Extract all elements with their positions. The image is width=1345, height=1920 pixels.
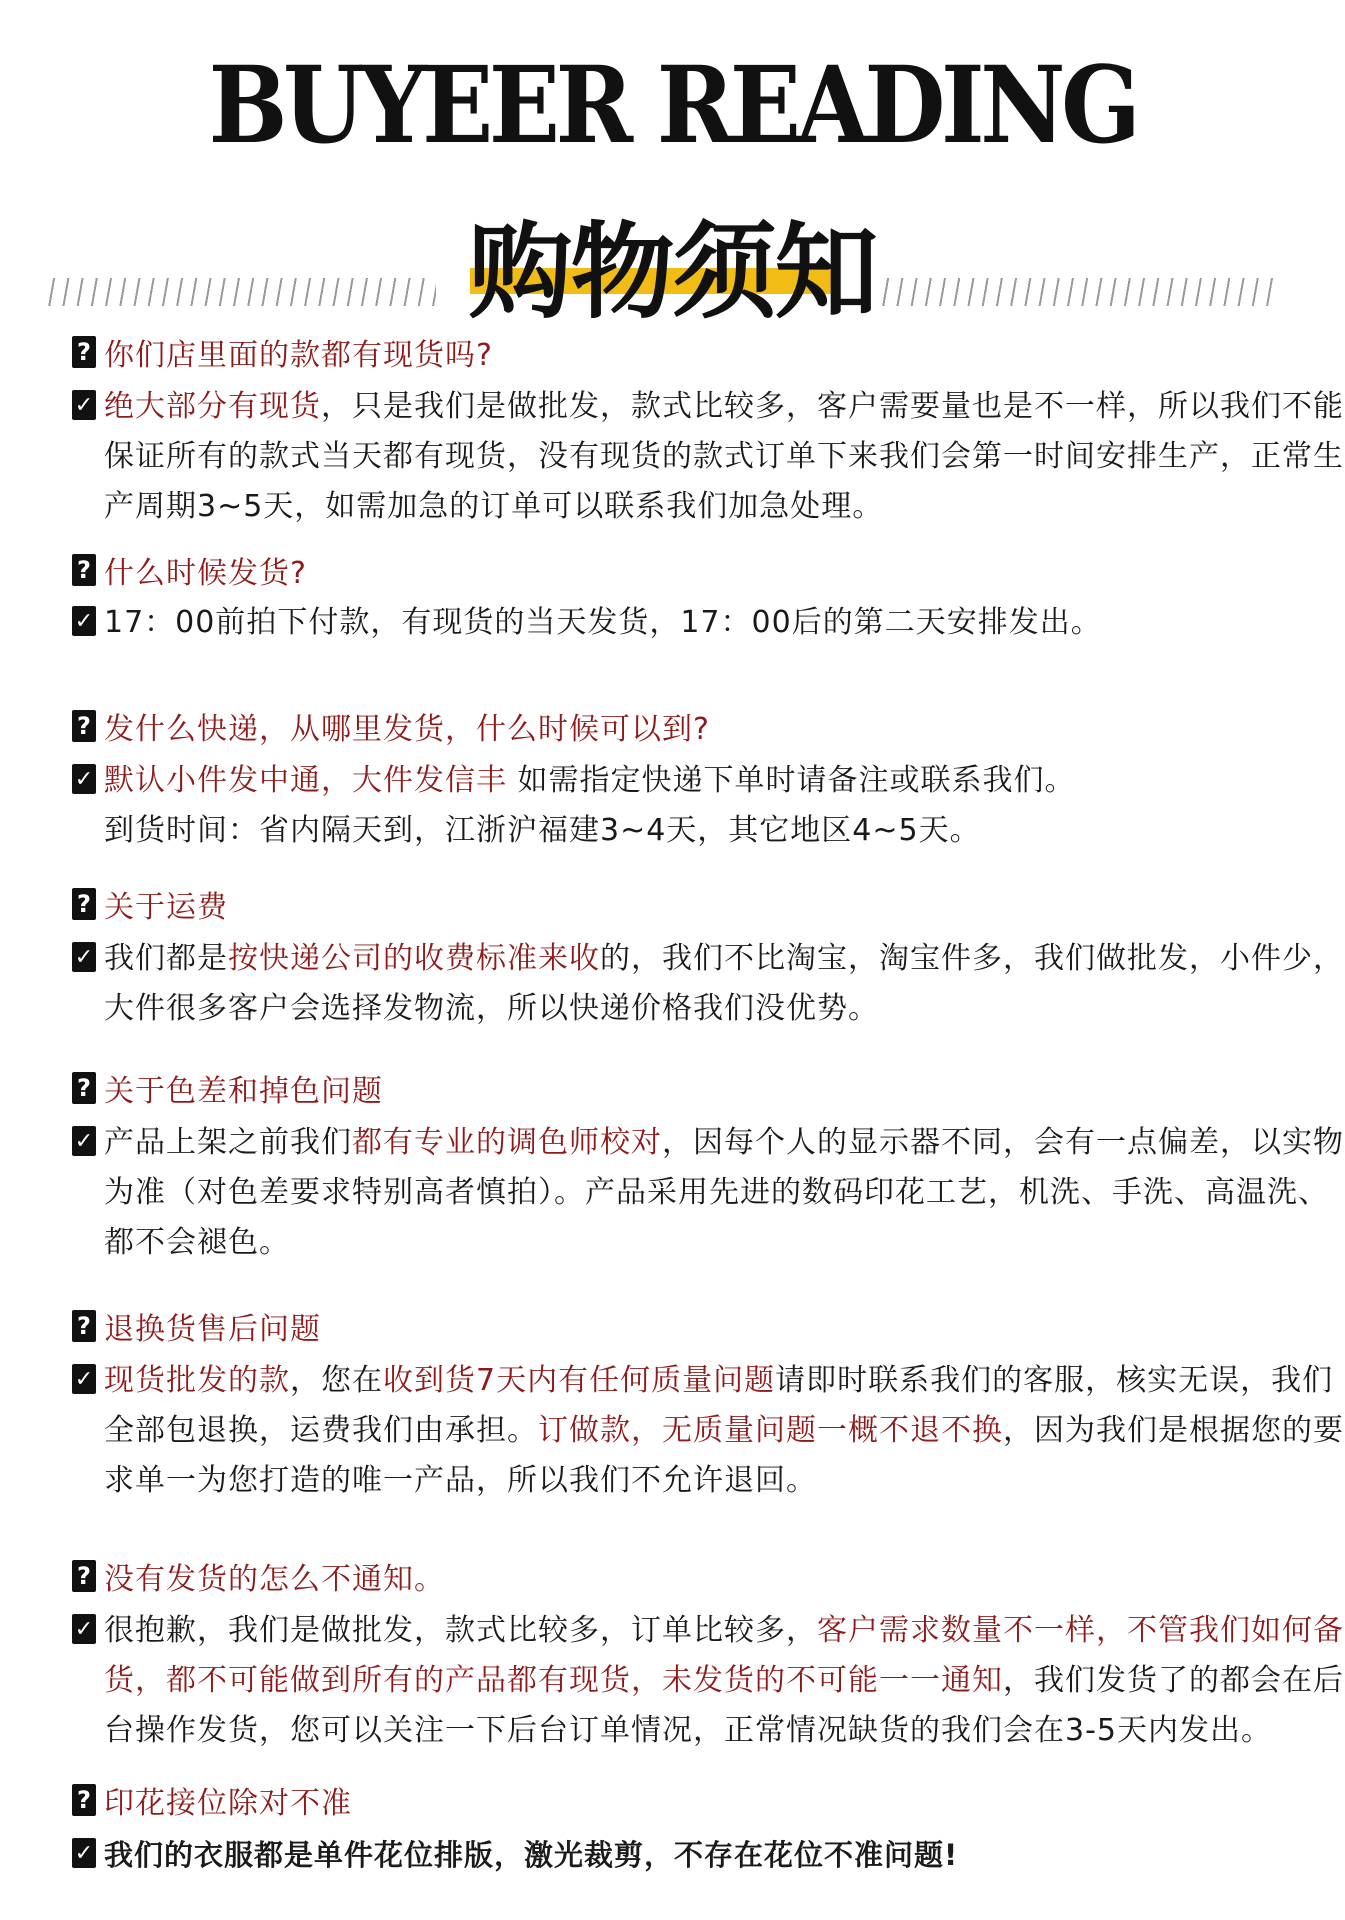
- answer-line: [104, 1118, 1344, 1168]
- faq-question-text: 发什么快递，从哪里发货，什么时候可以到?: [104, 712, 710, 747]
- answer-text-segment: ，您在: [290, 1363, 383, 1398]
- answer-text-segment: 产周期3~5天，如需加急的订单可以联系我们加急处理。: [104, 489, 884, 524]
- answer-line: [104, 598, 1302, 648]
- faq-answer: [72, 382, 1344, 532]
- answer-text-segment: 台操作发货，您可以关注一下后台订单情况，正常情况缺货的我们会在3-5天内发出。: [104, 1713, 1272, 1748]
- faq-question: [72, 328, 1302, 376]
- checkmark-icon: ✓: [72, 1126, 96, 1156]
- faq-answer-text: [104, 756, 1302, 856]
- answer-text-segment: 我们都是: [104, 941, 228, 976]
- checkmark-icon: ✓: [72, 390, 96, 420]
- faq-item: [72, 328, 1344, 532]
- answer-line: [104, 1606, 1344, 1656]
- faq-question: [72, 1776, 1302, 1824]
- page-header: [0, 0, 1345, 333]
- faq-question-text: 什么时候发货?: [104, 556, 307, 591]
- faq-answer: [72, 1118, 1344, 1268]
- faq-answer-text: [104, 1606, 1344, 1756]
- answer-text-segment: 如需指定快递下单时请备注或联系我们。: [507, 763, 1076, 798]
- faq-item: [72, 1552, 1344, 1756]
- faq-question: [72, 1064, 1302, 1112]
- faq-answer: [72, 1606, 1344, 1756]
- question-mark-icon: ?: [72, 1784, 96, 1816]
- faq-answer-text: [104, 1118, 1344, 1268]
- answer-line: [104, 984, 1344, 1034]
- answer-text-segment: 为准（对色差要求特别高者慎拍）。产品采用先进的数码印花工艺，机洗、手洗、高温洗、: [104, 1175, 1329, 1210]
- answer-text-segment: 保证所有的款式当天都有现货，没有现货的款式订单下来我们会第一时间安排生产，正常生: [104, 439, 1344, 474]
- answer-text-segment: 17：00前拍下付款，有现货的当天发货，17：00后的第二天安排发出。: [104, 605, 1102, 640]
- faq-question: [72, 702, 1302, 750]
- answer-line: [104, 1656, 1344, 1706]
- faq-answer: [72, 1830, 1302, 1880]
- answer-text-segment: 产品上架之前我们: [104, 1125, 352, 1160]
- faq-answer: [72, 1356, 1344, 1506]
- answer-line: [104, 1356, 1344, 1406]
- faq-question: [72, 546, 1302, 594]
- question-mark-icon: ?: [72, 336, 96, 368]
- faq-item: [72, 702, 1302, 856]
- highlighted-text: 客户需求数量不一样，不管我们如何备: [817, 1613, 1344, 1648]
- answer-line: [104, 1218, 1344, 1268]
- answer-text-segment: ，因为我们是根据您的要: [1003, 1413, 1344, 1448]
- question-mark-icon: ?: [72, 888, 96, 920]
- faq-item: [72, 546, 1302, 648]
- faq-question: [72, 880, 1302, 928]
- answer-text-segment: 我们的衣服都是单件花位排版，激光裁剪，不存在花位不准问题!: [104, 1838, 959, 1872]
- checkmark-icon: ✓: [72, 1614, 96, 1644]
- answer-text-segment: 很抱歉，我们是做批发，款式比较多，订单比较多，: [104, 1613, 817, 1648]
- highlighted-text: 按快递公司的收费标准来收: [228, 941, 600, 976]
- answer-line: [104, 1406, 1344, 1456]
- answer-line: [104, 382, 1344, 432]
- answer-text-segment: 的，我们不比淘宝，淘宝件多，我们做批发，小件少，: [600, 941, 1344, 976]
- answer-line: [104, 482, 1344, 532]
- highlighted-text: 默认小件发中通，大件发信丰: [104, 763, 507, 798]
- answer-text-segment: 大件很多客户会选择发物流，所以快递价格我们没优势。: [104, 991, 879, 1026]
- answer-text-segment: ，因每个人的显示器不同，会有一点偏差，以实物: [662, 1125, 1344, 1160]
- answer-text-segment: ，只是我们是做批发，款式比较多，客户需要量也是不一样，所以我们不能: [321, 389, 1344, 424]
- highlighted-text: 货，都不可能做到所有的产品都有现货，未发货的不可能一一通知: [104, 1663, 1003, 1698]
- faq-question: [72, 1552, 1302, 1600]
- faq-answer: [72, 934, 1344, 1034]
- question-mark-icon: ?: [72, 1560, 96, 1592]
- faq-question-text: 印花接位除对不准: [104, 1786, 352, 1821]
- highlighted-text: 都有专业的调色师校对: [352, 1125, 662, 1160]
- checkmark-icon: ✓: [72, 606, 96, 636]
- answer-line: [104, 1456, 1344, 1506]
- answer-text-segment: ，我们发货了的都会在后: [1003, 1663, 1344, 1698]
- faq-answer-text: [104, 934, 1344, 1034]
- answer-line: [104, 806, 1302, 856]
- checkmark-icon: ✓: [72, 1838, 96, 1868]
- faq-item: [72, 880, 1344, 1034]
- faq-question-text: 没有发货的怎么不通知。: [104, 1562, 445, 1597]
- highlighted-text: 现货批发的款: [104, 1363, 290, 1398]
- faq-answer-text: [104, 382, 1344, 532]
- question-mark-icon: ?: [72, 554, 96, 586]
- faq-question-text: 关于运费: [104, 890, 228, 925]
- faq-answer-text: [104, 1830, 1302, 1880]
- faq-item: [72, 1302, 1344, 1506]
- answer-line: [104, 1168, 1344, 1218]
- answer-line: [104, 1830, 1302, 1880]
- faq-item: [72, 1064, 1344, 1268]
- answer-line: [104, 432, 1344, 482]
- highlighted-text: 订做款，无质量问题一概不退不换: [538, 1413, 1003, 1448]
- faq-question-text: 你们店里面的款都有现货吗?: [104, 338, 493, 373]
- faq-question-text: 退换货售后问题: [104, 1312, 321, 1347]
- question-mark-icon: ?: [72, 710, 96, 742]
- answer-line: [104, 1706, 1344, 1756]
- checkmark-icon: ✓: [72, 1364, 96, 1394]
- faq-item: [72, 1776, 1302, 1880]
- answer-text-segment: 全部包退换，运费我们由承担。: [104, 1413, 538, 1448]
- answer-text-segment: 都不会褪色。: [104, 1225, 290, 1260]
- answer-line: [104, 934, 1344, 984]
- faq-answer-text: [104, 598, 1302, 648]
- page-title-chinese: 购物须知: [468, 211, 877, 333]
- highlighted-text: 绝大部分有现货: [104, 389, 321, 424]
- faq-answer-text: [104, 1356, 1344, 1506]
- faq-answer: [72, 756, 1302, 856]
- answer-text-segment: 求单一为您打造的唯一产品，所以我们不允许退回。: [104, 1463, 817, 1498]
- faq-question-text: 关于色差和掉色问题: [104, 1074, 383, 1109]
- checkmark-icon: ✓: [72, 764, 96, 794]
- faq-answer: [72, 598, 1302, 648]
- highlighted-text: 收到货7天内有任何质量问题: [383, 1363, 776, 1398]
- answer-text-segment: 到货时间：省内隔天到，江浙沪福建3~4天，其它地区4~5天。: [104, 813, 981, 848]
- faq-question: [72, 1302, 1302, 1350]
- answer-line: [104, 756, 1302, 806]
- answer-text-segment: 请即时联系我们的客服，核实无误，我们: [775, 1363, 1334, 1398]
- page-title-english: BUYEER READING: [208, 42, 1137, 167]
- question-mark-icon: ?: [72, 1072, 96, 1104]
- question-mark-icon: ?: [72, 1310, 96, 1342]
- checkmark-icon: ✓: [72, 942, 96, 972]
